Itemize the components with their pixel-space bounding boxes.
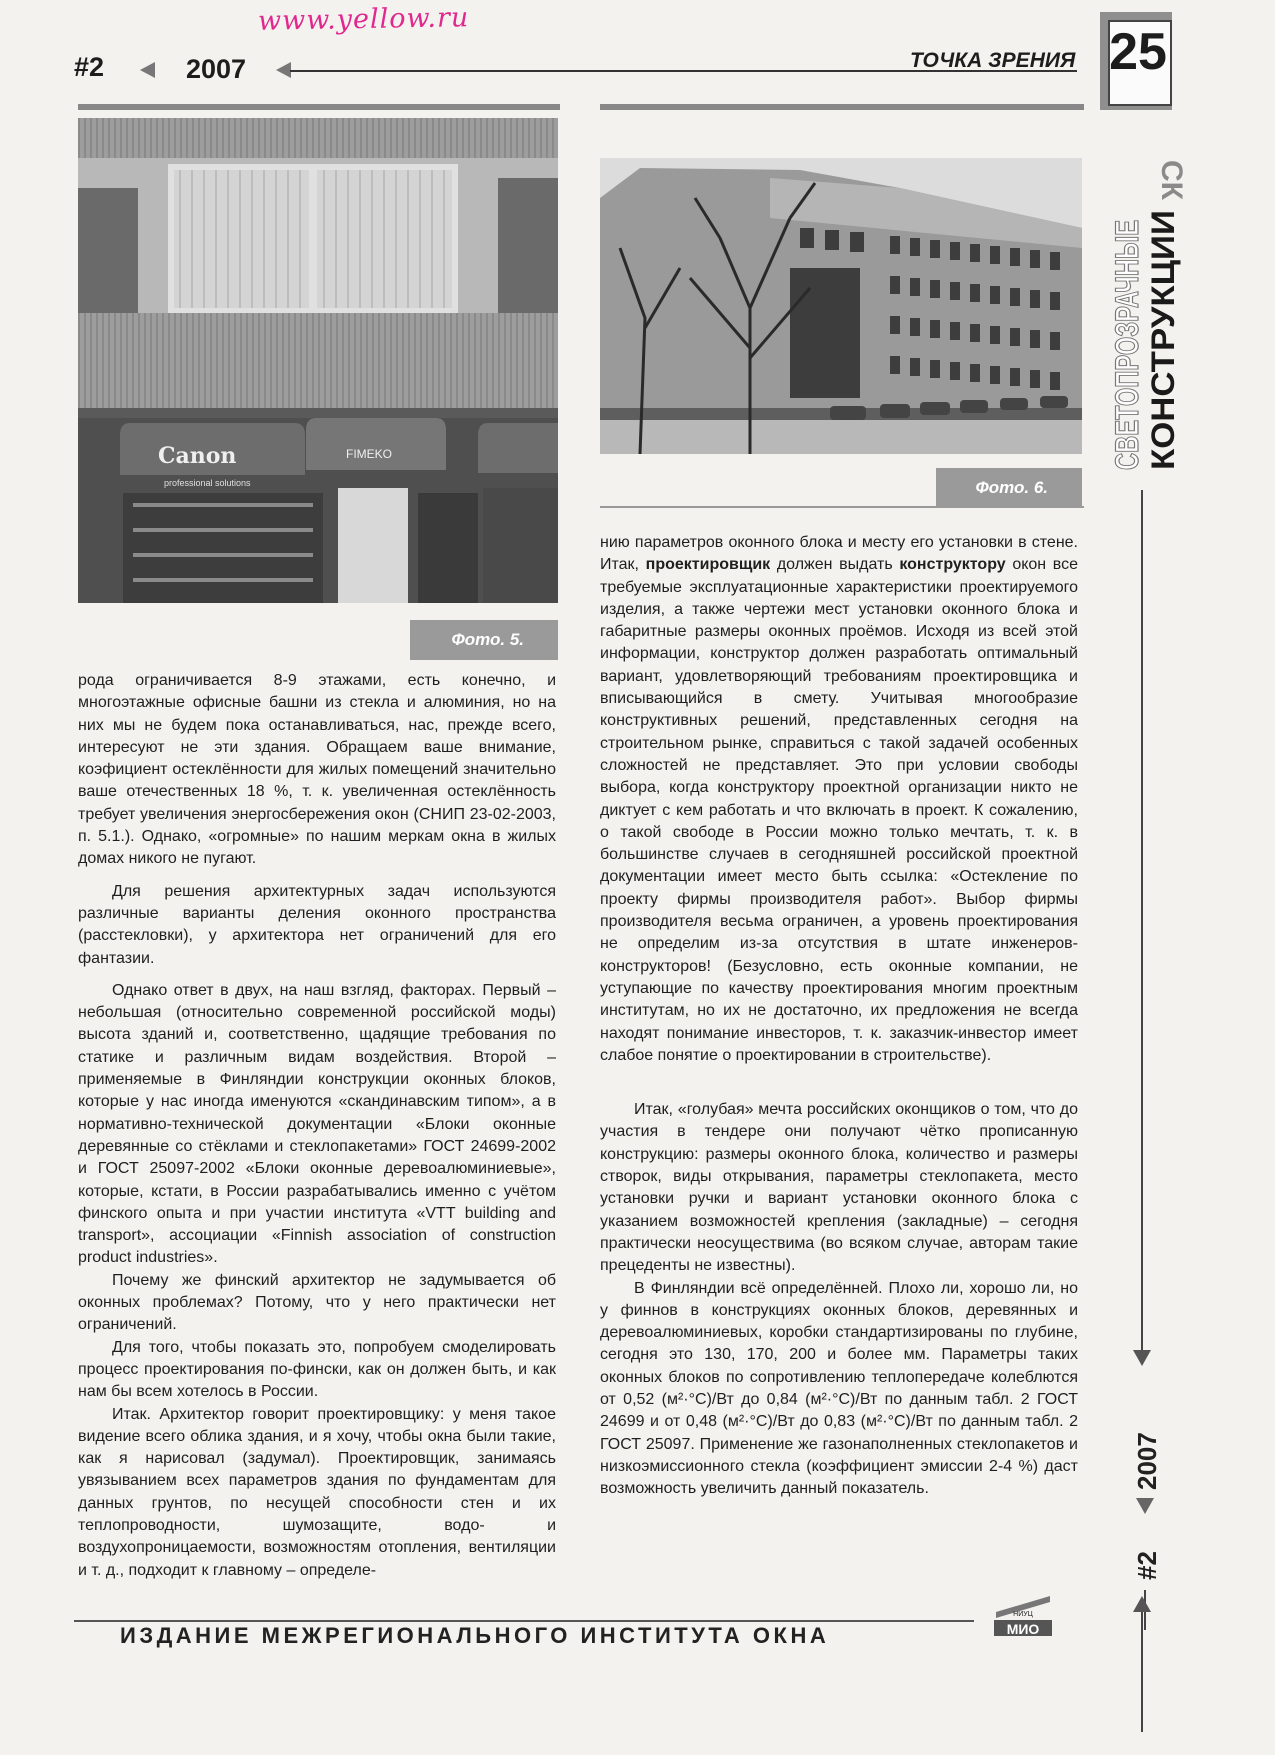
arrow-down-icon xyxy=(1136,1498,1154,1514)
footer-rule xyxy=(74,1620,974,1622)
right-column-rule xyxy=(600,104,1084,110)
header-year: 2007 xyxy=(186,54,247,84)
side-title-line2: КОНСТРУКЦИИ xyxy=(1145,230,1181,470)
paragraph: Для того, чтобы показать это, попробуем смоделировать процесс проектирования по-фински, как он должен быть, и как нам бы всем хотелось в России. xyxy=(78,1338,556,1401)
side-issue: #2 xyxy=(1132,1551,1162,1580)
paragraph: В Финляндии всё определённей. Плохо ли, хорошо ли, но у финнов в конструкциях оконных блоков, деревянных и деревоалюминиевых, коробки стандартизированы по глубине, сегодня это 130, 170, 200 и более мм. Параметры таких оконных блоков по сопротивлению теплопередаче колеблются от 0,52 (м²·°С)/Вт до 0,84 (м²·°С)/Вт по данным табл. 2 ГОСТ 24699 и от 0,48 (м²·°С)/Вт до 0,83 (м²·°С)/Вт по данным табл. 2 ГОСТ 25097. Применение же газонаполненных стеклопакетов и низкоэмиссионного стекла (коэффициент эмиссии 2-4 %) даст возможность увеличить данный показатель. xyxy=(600,1279,1078,1498)
photo-6-rule xyxy=(600,506,1084,508)
paragraph: рода ограничивается 8-9 этажами, есть конечно, и многоэтажные офисные башни из стекла и алюминия, но на них мы не будем пока останавливаться, нас, прежде всего, интересуют не эти здания. Обращаем ваше внимание, коэфициент остеклённости для жилых помещений значительно ваше отечественных 18 %, т. к. увеличенная остеклённость требует увеличения энергосбережения окон (СНИП 23-02-2003, п. 5.1.). Однако, «огромные» по нашим меркам окна в жилых домах никого не пугают. xyxy=(78,672,556,868)
page-number: 25 xyxy=(1109,23,1167,81)
left-column-rule xyxy=(78,104,560,110)
arrow-up-icon xyxy=(1133,1596,1151,1612)
photo-6-image xyxy=(600,158,1082,454)
handwritten-url: www.yellow.ru xyxy=(257,2,470,37)
logo-small-text: НИУЦ xyxy=(1013,1611,1033,1618)
section-title: ТОЧКА ЗРЕНИЯ xyxy=(910,49,1076,72)
header-issue-number: #2 xyxy=(74,52,105,82)
photo-6 xyxy=(600,158,1082,454)
side-rule-bottom xyxy=(1141,1612,1143,1732)
canon-sign: Canon xyxy=(158,443,237,469)
paragraph: Для решения архитектурных задач используются различные варианты деления оконного пространства (расстекловки), у архитектора нет ограничений для его фантазии. xyxy=(78,882,556,967)
paragraph: Почему же финский архитектор не задумывается об оконных проблемах? Потому, что у него практически нет ограничений. xyxy=(78,1271,556,1334)
right-column-text xyxy=(600,532,1078,1500)
side-logo-abbr: СК xyxy=(1155,160,1188,200)
side-title xyxy=(1102,132,1188,480)
arrow-left-icon xyxy=(276,62,291,78)
mio-logo xyxy=(990,1590,1056,1638)
logo-main-text: МИО xyxy=(1006,1621,1040,1637)
paragraph: Итак, «голубая» мечта российских оконщиков о том, что до участия в тендере они получают чётко прописанную конструкцию: размеры оконного блока, количество и размеры створок, виды открывания, параметры стеклопакета, место установки ручки и вариант установки оконного блока с указанием возможностей крепления (закладные) – сегодня практически неосуществима (во всяком случае, авторам такие прецеденты не известны). xyxy=(600,1101,1078,1275)
footer-publisher: ИЗДАНИЕ МЕЖРЕГИОНАЛЬНОГО ИНСТИТУТА ОКНА xyxy=(120,1623,830,1648)
paragraph: Итак. Архитектор говорит проектировщику: у меня такое видение всего облика здания, и я хочу, чтобы окна были такие, как я нарисовал (задумал). Проектировщик, занимаясь увязыванием всех параметров здания по фундаментам для данных грунтов, по несущей способности стен и их теплопроводности, шумозащите, водо- и воздухопроницаемости, возможностям отопления, вентиляции и т. д., подходит к главному – определе- xyxy=(78,1405,556,1579)
paragraph: Однако ответ в двух, на наш взгляд, факторах. Первый – небольшая (относительно современной российской моды) высота зданий и, соответственно, щадящие требования по статике и различным видам воздействия. Второй – применяемые в Финляндии конструкции оконных блоков, которые у нас иногда именуются «скандинавским типом», а в нормативно-технической документации «Блоки оконные деревянные со стёклами и стеклопакетами» ГОСТ 24699-2002 и ГОСТ 25097-2002 «Блоки оконные деревоалюминиевые», которые, кстати, в России разрабатывались именно с учётом финского опыта и при участии института «VTT building and transport», ассоциации «Finnish association of construction product industries». xyxy=(78,981,556,1267)
arrow-left-icon xyxy=(140,62,155,78)
photo-5-image xyxy=(78,118,558,603)
arrow-down-icon xyxy=(1133,1350,1151,1366)
side-year: 2007 xyxy=(1132,1432,1162,1490)
canon-subsign: professional solutions xyxy=(164,478,251,488)
side-rule xyxy=(1141,490,1143,1350)
side-title-line1: СВЕТОПРОЗРАЧНЫЕ xyxy=(1109,132,1145,470)
keyword-designer: проектировщик xyxy=(645,556,771,574)
keyword-constructor: конструктору xyxy=(899,556,1006,574)
photo-5 xyxy=(78,118,558,603)
paragraph: нию параметров оконного блока и месту его установки в стене. Итак, проектировщик должен выдать конструктору окон все требуемые эксплуатационные характеристики проектируемого изделия, а также чертежи мест установки оконного блока и габаритные размеры оконных проёмов. Исходя из всей этой информации, конструктор должен разработать оптимальный вариант, удовлетворяющий требованиям проектировщика и вписывающийся в смету. Учитывая многообразие конструктивных решений, представленных сегодня на строительном рынке, справиться с такой задачей особенных сложностей не представляет. Это при условии свободы выбора, когда конструктору проектной организации никто не диктует с кем работать и что включать в проект. К сожалению, о такой свободе в России можно только мечтать, т. к. в большинстве случаев в сегодняшней российской проектной документации имеет место быть ссылка: «Остекление по проекту фирмы производителя работ». Выбор фирмы производителя весьма ограничен, а уровень проектирования не определим из-за отсутствия в штате инженеров-конструкторов! (Безусловно, есть оконные компании, не уступающие по качеству проектирования многим проектным институтам, но их не достаточно, их предложения не всегда находят понимание инвесторов, т. к. заказчик-инвестор имеет слабое понятие о проектировании в строительстве). xyxy=(600,534,1079,1064)
fimeko-sign: FIMEKO xyxy=(346,447,393,461)
photo-6-caption: Фото. 6. xyxy=(936,468,1082,508)
photo-5-caption: Фото. 5. xyxy=(410,620,558,660)
left-column-text xyxy=(78,670,556,1582)
side-issue-year xyxy=(1116,1390,1172,1630)
